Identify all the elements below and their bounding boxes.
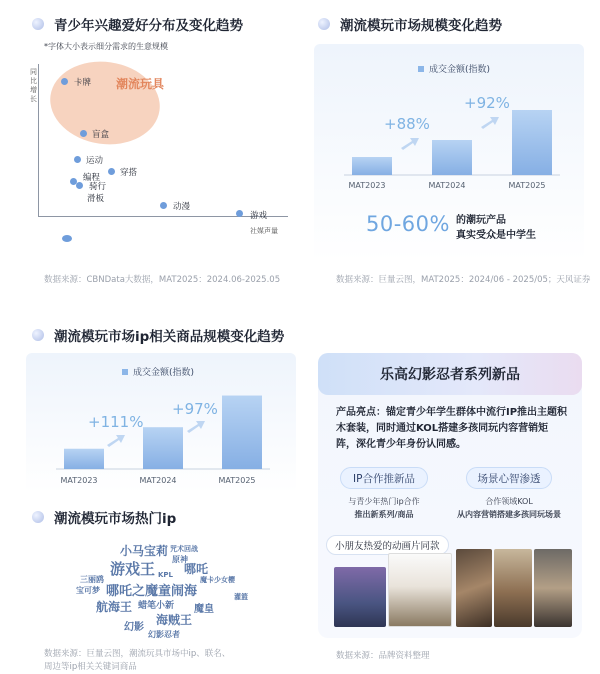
pill-scene-mind-desc: 合作领域KOL 从内容营销搭建多孩同玩场景: [457, 497, 561, 519]
point-label: 穿搭: [120, 168, 138, 178]
video-thumbnail-kids-3: [534, 549, 572, 627]
highlight-label: 潮流玩具: [116, 77, 165, 91]
ip-goods-panel: [26, 353, 296, 493]
growth-label: +88%: [384, 115, 430, 133]
lego-header-banner: [318, 353, 582, 395]
x-tick-label: MAT2025: [508, 181, 546, 190]
cloud-word: 小马宝莉: [120, 544, 169, 558]
chart-legend: 成交金额(指数): [418, 62, 490, 75]
y-axis: [38, 64, 39, 216]
video-thumbnail-poster: [334, 567, 386, 627]
cloud-word: 幻影: [124, 622, 144, 633]
chart-note: *字体大小表示细分需求的生意规模: [44, 42, 168, 51]
lego-description: 产品亮点：锚定青少年学生群体中流行IP推出主题积木套装，同时通过KOL搭建多孩同玩内容营销矩阵，深化青少年身份认同感。: [336, 407, 568, 450]
arrow-up-right-icon: [186, 419, 206, 433]
video-thumbnail-kids-2: [494, 549, 532, 627]
bullet-dot-icon: [318, 18, 330, 30]
bar-mat2023: [352, 157, 392, 175]
cloud-word: 哪吒: [184, 562, 209, 576]
stat-line-2: 真实受众是中学生: [456, 230, 536, 241]
section-title-ip-goods: 潮流模玩市场ip相关商品规模变化趋势: [32, 325, 284, 345]
pill-scene-mind: 场景心智渗透: [466, 467, 552, 489]
bullet-dot-icon: [32, 511, 44, 523]
x-tick-label: MAT2024: [428, 181, 466, 190]
lego-case-card: [318, 353, 582, 638]
point-label: 游戏: [250, 211, 268, 221]
source-note: 数据来源：CBNData大数据，MAT2025：2024.06-2025.05: [44, 275, 281, 285]
x-axis-label: 社媒声量: [250, 227, 278, 235]
bar-mat2024: [143, 427, 183, 469]
point-label: 动漫: [173, 202, 191, 212]
ip-word-cloud: [66, 534, 256, 644]
ip-goods-bar-chart: [26, 353, 296, 473]
cloud-word: 咒术回战: [170, 545, 198, 553]
growth-label: +97%: [172, 400, 218, 418]
bullet-dot-icon: [32, 329, 44, 341]
chart-legend: 成交金额(指数): [122, 365, 194, 378]
cloud-word: 幻影忍者: [148, 630, 180, 639]
scatter-point: [62, 235, 72, 242]
section-title-hot-ip: 潮流模玩市场热门ip: [32, 507, 176, 527]
point-label: 卡牌: [74, 78, 92, 88]
scatter-point: [76, 182, 83, 189]
point-label: 编程: [83, 173, 101, 183]
bullet-dot-icon: [32, 18, 44, 30]
bar-mat2023: [64, 449, 104, 469]
stat-line-1: 的潮玩产品: [456, 215, 506, 226]
market-size-bar-chart: [314, 44, 584, 194]
interest-scatter-chart: [28, 58, 290, 258]
scatter-point: [61, 78, 68, 85]
cloud-word: KPL: [158, 571, 174, 579]
y-axis-label: 同比增长: [30, 68, 37, 103]
growth-label: +92%: [464, 94, 510, 112]
point-label: 滑板: [87, 194, 105, 204]
cloud-word: 魔卡少女樱: [200, 576, 235, 584]
bar-mat2025: [222, 396, 262, 469]
point-label: 运动: [86, 156, 104, 166]
cloud-word: 魔皇: [194, 604, 214, 615]
scatter-point: [160, 202, 167, 209]
scatter-point: [108, 168, 115, 175]
pill-ip-collab: IP合作推新品: [340, 467, 428, 489]
cloud-word: 游戏王: [110, 560, 156, 578]
section-title-interest: 青少年兴趣爱好分布及变化趋势: [32, 14, 243, 34]
point-label: 骑行: [89, 182, 107, 192]
cloud-word: 哪吒之魔童闹海: [106, 584, 198, 599]
arrow-up-right-icon: [400, 136, 420, 150]
x-tick-label: MAT2025: [218, 476, 256, 485]
bar-mat2024: [432, 140, 472, 175]
arrow-up-right-icon: [480, 115, 500, 129]
big-stat: 50-60%: [366, 212, 450, 236]
source-note: 数据来源：巨量云图，潮流玩具市场中ip、联名、 周边等ip相关关键词商品: [44, 649, 231, 672]
x-tick-label: MAT2023: [348, 181, 386, 190]
cloud-word: 宝可梦: [76, 586, 100, 595]
video-tag: 小朋友热爱的动画片同款: [326, 535, 449, 555]
x-tick-label: MAT2023: [60, 476, 98, 485]
bar-mat2025: [512, 110, 552, 175]
scatter-point: [236, 210, 243, 217]
cloud-word: 海贼王: [156, 613, 193, 627]
cloud-word: 蜡笔小新: [138, 601, 175, 611]
cloud-word: 原神: [172, 555, 188, 564]
arrow-up-right-icon: [106, 433, 126, 447]
market-size-panel: [314, 44, 584, 262]
x-tick-label: MAT2024: [139, 476, 177, 485]
growth-label: +111%: [88, 413, 144, 431]
cloud-word: 航海王: [96, 600, 133, 614]
pill-ip-collab-desc: 与青少年热门ip合作 推出新系列/商品: [348, 497, 420, 519]
point-label: 盲盒: [92, 130, 110, 140]
cloud-word: 灌篮: [234, 593, 248, 601]
source-note: 数据来源：巨量云图，MAT2025：2024/06 - 2025/05；天风证券: [336, 275, 591, 285]
cloud-word: 三丽鸥: [80, 575, 104, 584]
scatter-point: [80, 130, 87, 137]
section-title-market-size: 潮流模玩市场规模变化趋势: [318, 14, 502, 34]
video-thumbnail-kids-1: [456, 549, 492, 627]
video-thumbnail-product: [388, 553, 452, 627]
source-note: 数据来源：品牌资料整理: [336, 651, 430, 661]
lego-header-title: 乐高幻影忍者系列新品: [380, 367, 520, 383]
scatter-point: [74, 156, 81, 163]
